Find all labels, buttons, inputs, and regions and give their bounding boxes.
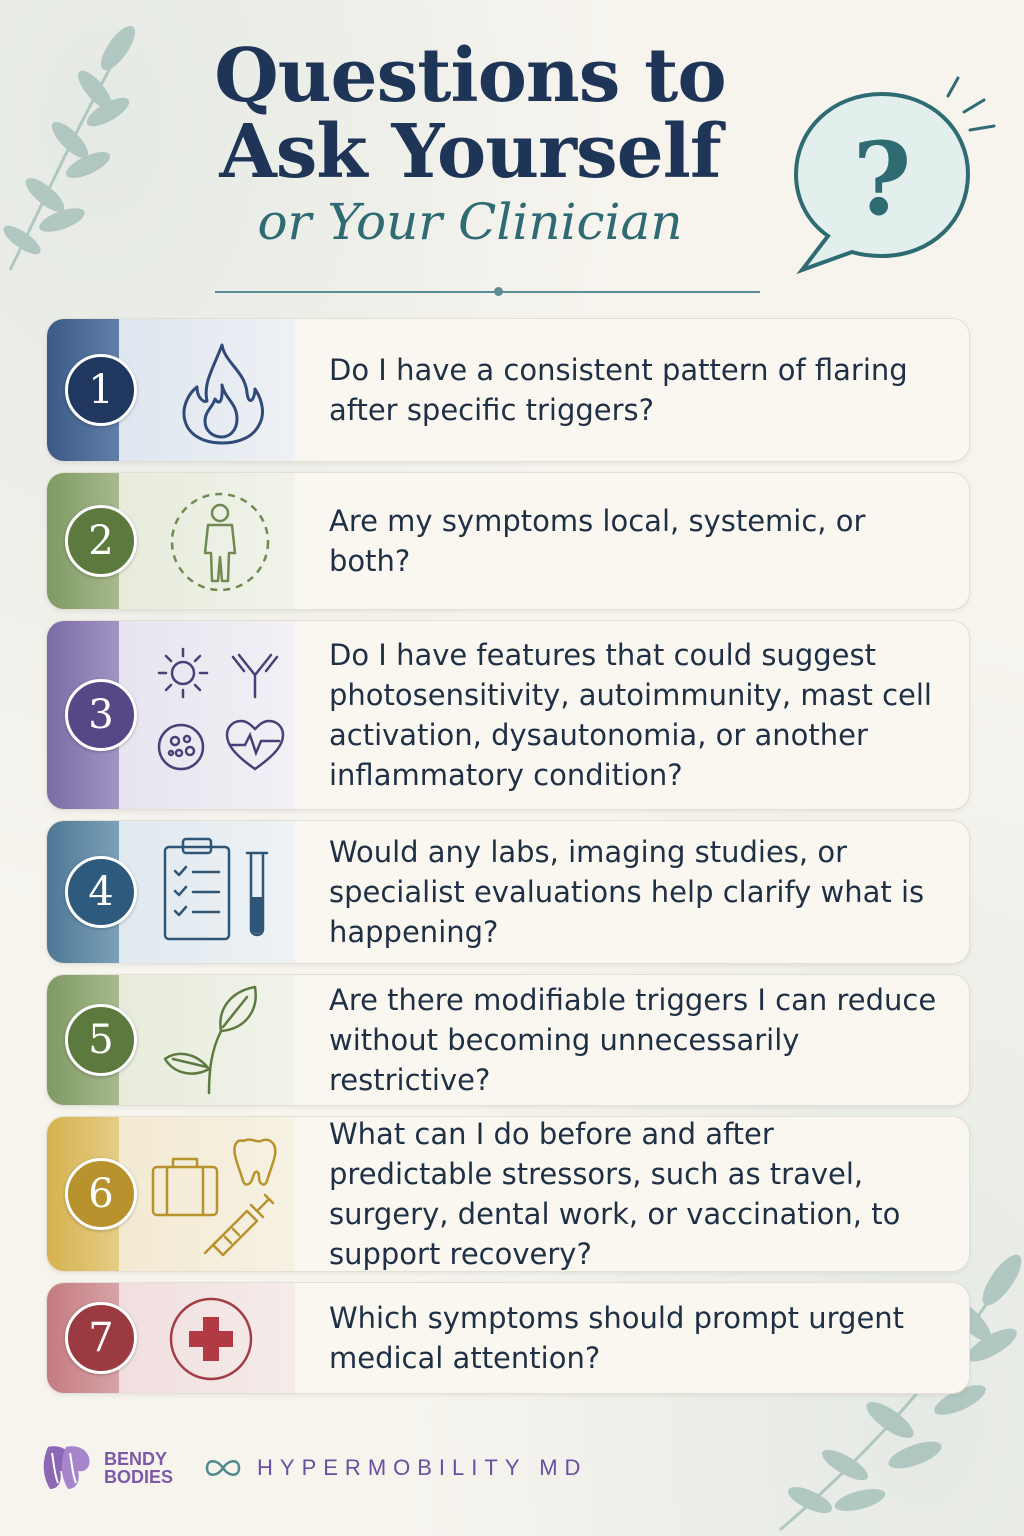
card-6-number: 6 (65, 1158, 137, 1230)
card-4-number: 4 (65, 856, 137, 928)
body-outline-icon (165, 487, 275, 597)
card-3-number: 3 (65, 679, 137, 751)
title-line-1: Questions to (214, 33, 726, 119)
bendy-bodies-logo-icon (40, 1443, 96, 1493)
title-block (150, 33, 790, 254)
medical-cross-icon (165, 1295, 257, 1383)
card-6-question: What can I do before and after predictable stressors, such as travel, surgery, dental work, or vaccination, to support recovery? (329, 1117, 901, 1271)
clipboard-test-tube-icon (155, 831, 285, 951)
card-3-question: Do I have features that could suggest photosensitivity, autoimmunity, mast cell activation, dysautonomia, or another inflammatory condition? (329, 638, 932, 792)
card-1-number: 1 (65, 354, 137, 426)
condition-symbols-icon (151, 641, 291, 791)
card-2-number: 2 (65, 505, 137, 577)
subtitle: or Your Clinician (257, 193, 683, 251)
leaf-decoration-top-left-icon (0, 20, 150, 280)
question-card-4 (46, 820, 970, 964)
question-card-3 (46, 620, 970, 810)
question-card-6 (46, 1116, 970, 1272)
card-4-question: Would any labs, imaging studies, or specialist evaluations help clarify what is happening? (329, 835, 925, 949)
footer (40, 1438, 587, 1498)
sprout-icon (159, 981, 269, 1099)
bendy-bodies-wordmark (104, 1450, 173, 1486)
question-card-2 (46, 472, 970, 610)
card-7-question: Which symptoms should prompt urgent medical attention? (329, 1301, 905, 1375)
card-2-question: Are my symptoms local, systemic, or both? (329, 504, 866, 578)
svg-text:?: ? (852, 120, 912, 238)
card-5-number: 5 (65, 1004, 137, 1076)
infinity-logo-icon (201, 1455, 245, 1481)
question-card-1 (46, 318, 970, 462)
bendy-bodies-line-1: BENDY (104, 1449, 168, 1469)
question-bubble-icon (782, 74, 1002, 274)
flame-icon (167, 337, 277, 447)
card-1-question: Do I have a consistent pattern of flaring after specific triggers? (329, 353, 908, 427)
title-divider (215, 291, 760, 293)
hypermobility-md-wordmark: HYPERMOBILITY MD (257, 1455, 588, 1480)
title-divider-dot (494, 287, 503, 296)
card-5-question: Are there modifiable triggers I can reduce without becoming unnecessarily restrictive? (329, 983, 937, 1097)
question-card-5 (46, 974, 970, 1106)
question-card-7 (46, 1282, 970, 1394)
card-7-number: 7 (65, 1302, 137, 1374)
travel-dental-syringe-icon (147, 1133, 297, 1261)
title-line-2: Ask Yourself (219, 109, 721, 195)
bendy-bodies-line-2: BODIES (104, 1467, 174, 1487)
